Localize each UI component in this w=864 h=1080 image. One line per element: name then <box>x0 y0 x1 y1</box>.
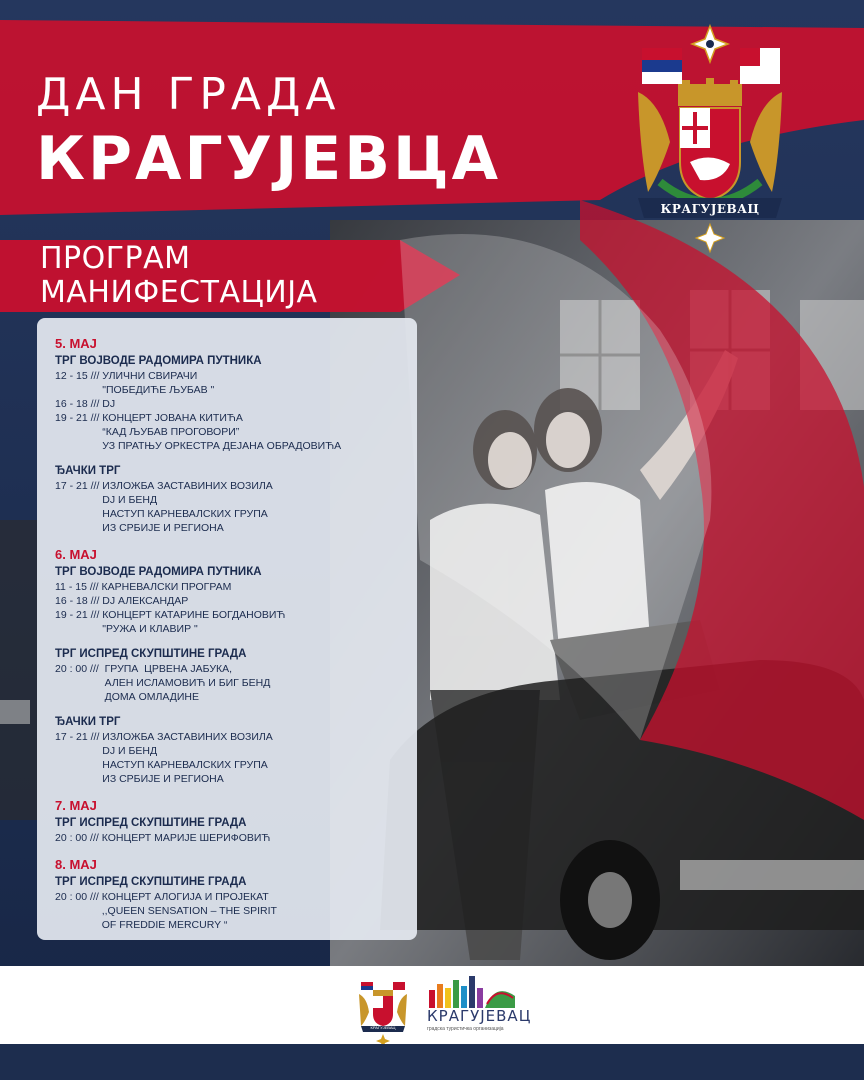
schedule-row <box>55 521 417 535</box>
schedule-row <box>55 904 417 918</box>
schedule-desc: OF FREDDIE MERCURY “ <box>101 919 228 931</box>
day-date: 5. МАЈ <box>55 336 97 351</box>
schedule-desc: АЛЕН ИСЛАМОВИЋ И БИГ БЕНД <box>104 677 271 689</box>
day-gap <box>55 535 417 543</box>
tourism-name: КРАГУЈЕВАЦ <box>427 1007 532 1025</box>
tourism-subtitle: градска туристичка организација <box>427 1026 504 1032</box>
schedule-row <box>55 676 417 690</box>
schedule-time: 12 - 15 /// <box>55 370 103 382</box>
schedule-time: 20 : 00 /// <box>55 663 105 675</box>
schedule-desc: ДОМА ОМЛАДИНЕ <box>104 691 199 703</box>
schedule-time: 19 - 21 /// <box>55 412 103 424</box>
schedule-row <box>55 580 417 594</box>
program-panel <box>37 318 417 940</box>
day-gap <box>55 845 417 853</box>
schedule-row <box>55 369 417 383</box>
schedule-desc: ,,QUEEN SENSATION – THE SPIRIT <box>101 905 277 917</box>
schedule-desc: НАСТУП КАРНЕВАЛСКИХ ГРУПА <box>102 508 268 520</box>
day-gap <box>55 786 417 794</box>
schedule-row <box>55 758 417 772</box>
day-date: 7. МАЈ <box>55 798 97 813</box>
schedule-desc: КОНЦЕРТ АЛОГИЈА И ПРОЈЕКАТ <box>101 891 269 903</box>
schedule-desc: КАРНЕВАЛСКИ ПРОГРАМ <box>101 581 232 593</box>
schedule-time: 16 - 18 /// <box>55 595 103 607</box>
schedule-row <box>55 608 417 622</box>
venue-gap <box>55 453 417 461</box>
schedule-desc: КОНЦЕРТ МАРИЈЕ ШЕРИФОВИЋ <box>101 832 271 844</box>
schedule-row <box>55 730 417 744</box>
day-date: 8. МАЈ <box>55 857 97 872</box>
schedule-row <box>55 890 417 904</box>
schedule-row <box>55 425 417 439</box>
schedule-desc: НАСТУП КАРНЕВАЛСКИХ ГРУПА <box>102 759 268 771</box>
venue-name: ТРГ ИСПРЕД СКУПШТИНЕ ГРАДА <box>55 648 247 660</box>
schedule-row <box>55 507 417 521</box>
schedule-desc: “КАД ЉУБАВ ПРОГОВОРИ” <box>102 426 240 438</box>
schedule-desc: КОНЦЕРТ КАТАРИНЕ БОГДАНОВИЋ <box>102 609 286 621</box>
schedule-time: 20 : 00 /// <box>55 891 102 903</box>
event-title <box>36 70 501 194</box>
schedule-time: 19 - 21 /// <box>55 609 103 621</box>
crest-label: КРАГУЈЕВАЦ <box>660 202 760 216</box>
tourism-logo <box>425 974 532 1034</box>
footer <box>0 966 864 1044</box>
program-list <box>37 318 417 932</box>
schedule-row <box>55 411 417 425</box>
venue-name: ЂАЧКИ ТРГ <box>55 465 121 477</box>
schedule-desc: DJ И БЕНД <box>102 745 158 757</box>
schedule-desc: ИЗ СРБИЈЕ И РЕГИОНА <box>102 522 224 534</box>
schedule-row <box>55 479 417 493</box>
schedule-desc: "ПОБЕДИЋЕ ЉУБАВ " <box>102 384 215 396</box>
schedule-time: 17 - 21 /// <box>55 731 103 743</box>
title-line-1: ДАН ГРАДА <box>36 69 341 120</box>
schedule-row <box>55 772 417 786</box>
schedule-desc: DJ АЛЕКСАНДАР <box>102 595 189 607</box>
schedule-desc: DJ <box>102 398 116 410</box>
schedule-desc: УЛИЧНИ СВИРАЧИ <box>102 370 198 382</box>
venue-name: ЂАЧКИ ТРГ <box>55 716 121 728</box>
schedule-row <box>55 594 417 608</box>
schedule-time: 17 - 21 /// <box>55 480 103 492</box>
schedule-row <box>55 383 417 397</box>
tourism-bars-icon <box>425 974 525 1008</box>
venue-name: ТРГ ВОЈВОДЕ РАДОМИРА ПУТНИКА <box>55 355 262 367</box>
venue-name: ТРГ ВОЈВОДЕ РАДОМИРА ПУТНИКА <box>55 566 262 578</box>
schedule-desc: DJ И БЕНД <box>102 494 158 506</box>
schedule-row <box>55 918 417 932</box>
schedule-row <box>55 744 417 758</box>
bottom-strip <box>0 1044 864 1080</box>
program-heading <box>40 242 318 310</box>
schedule-time: 16 - 18 /// <box>55 398 103 410</box>
venue-name: ТРГ ИСПРЕД СКУПШТИНЕ ГРАДА <box>55 817 247 829</box>
schedule-row <box>55 493 417 507</box>
schedule-row <box>55 690 417 704</box>
schedule-desc: КОНЦЕРТ ЈОВАНА КИТИЋА <box>102 412 243 424</box>
schedule-desc: ГРУПА ЦРВЕНА ЈАБУКА, <box>104 663 233 675</box>
venue-name: ТРГ ИСПРЕД СКУПШТИНЕ ГРАДА <box>55 876 247 888</box>
schedule-desc: ИЗЛОЖБА ЗАСТАВИНИХ ВОЗИЛА <box>102 731 273 743</box>
venue-gap <box>55 704 417 712</box>
schedule-desc: УЗ ПРАТЊУ ОРКЕСТРА ДЕЈАНА ОБРАДОВИЋА <box>102 440 342 452</box>
venue-gap <box>55 636 417 644</box>
schedule-row <box>55 662 417 676</box>
schedule-row <box>55 622 417 636</box>
schedule-desc: ИЗ СРБИЈЕ И РЕГИОНА <box>102 773 224 785</box>
subtitle-line-1: ПРОГРАМ <box>40 241 191 276</box>
schedule-desc: "РУЖА И КЛАВИР " <box>102 623 198 635</box>
schedule-time: 20 : 00 /// <box>55 832 102 844</box>
schedule-row <box>55 831 417 845</box>
day-date: 6. МАЈ <box>55 547 97 562</box>
title-line-2: КРАГУЈЕВЦА <box>36 124 502 194</box>
schedule-time: 11 - 15 /// <box>55 581 102 593</box>
subtitle-line-2: МАНИФЕСТАЦИЈА <box>40 275 318 310</box>
footer-coat-of-arms-icon <box>357 976 409 1048</box>
schedule-row <box>55 397 417 411</box>
footer-crest-label: КРАГУЈЕВАЦ <box>370 1025 396 1030</box>
schedule-row <box>55 439 417 453</box>
city-coat-of-arms <box>630 22 790 250</box>
schedule-desc: ИЗЛОЖБА ЗАСТАВИНИХ ВОЗИЛА <box>102 480 273 492</box>
